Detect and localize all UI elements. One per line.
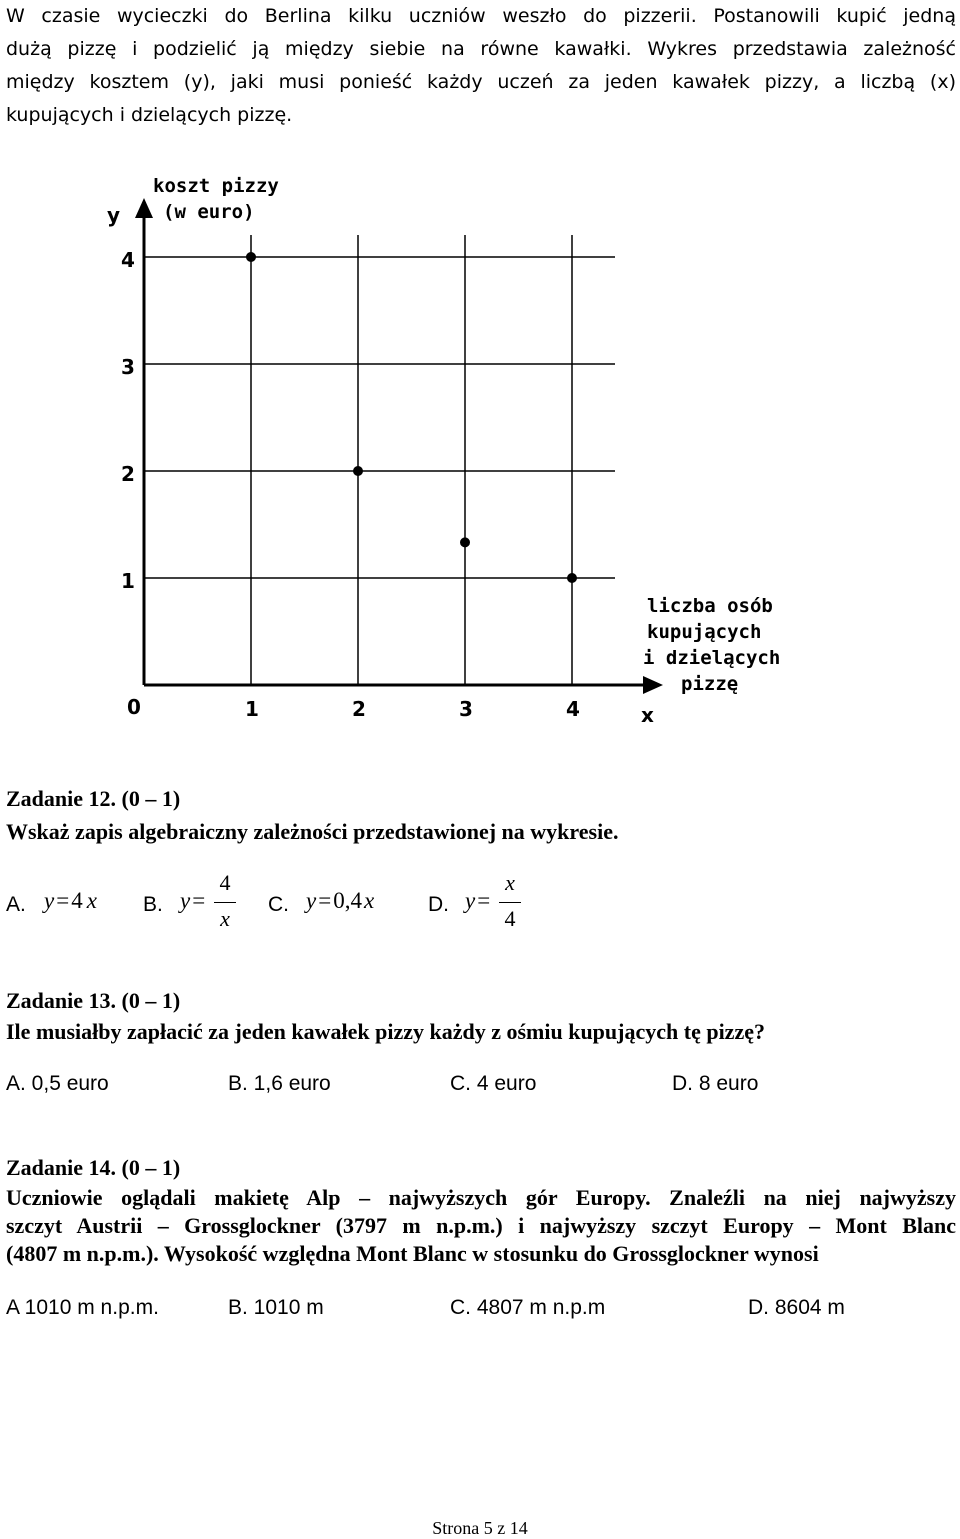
task12-option-d-label: D. (428, 893, 449, 916)
chart-points (246, 252, 577, 583)
intro-line-2: dużą pizzę i podzielić ją między siebie na równe kawałki. Wykres przedstawia zależność (6, 38, 956, 60)
task13-option-a[interactable]: A. 0,5 euro (6, 1072, 109, 1095)
task12-question: Wskaż zapis algebraiczny zależności przedstawionej na wykresie. (6, 819, 619, 844)
x-axis-label-line-4: pizzę (681, 673, 739, 695)
x-axis-label-line-2: kupujących (647, 621, 762, 643)
data-point (460, 537, 470, 547)
x-axis-label-line-3: i dzielących (643, 647, 781, 669)
intro-line-4: kupujących i dzielących pizzę. (6, 104, 293, 126)
intro-paragraph (6, 0, 956, 132)
task12-option-b-numerator: 4 (219, 870, 231, 895)
task12-option-b-lhs: y= (180, 888, 206, 913)
pizza-cost-chart (95, 170, 815, 730)
task14-question (6, 1184, 956, 1268)
task14-option-c[interactable]: C. 4807 m n.p.m (450, 1296, 606, 1319)
x-axis-label-line-1: liczba osób (647, 595, 773, 617)
task12-option-d-numerator: x (505, 870, 515, 895)
x-axis-arrow-icon (643, 676, 663, 694)
task13-option-c[interactable]: C. 4 euro (450, 1072, 537, 1095)
x-tick-label: 4 (566, 697, 580, 721)
y-tick-label: 4 (121, 248, 135, 272)
task14-question-line-1: Uczniowie oglądali makietę Alp – najwyższych gór Europy. Znaleźli na niej najwyższy (6, 1185, 956, 1210)
task13-option-b[interactable]: B. 1,6 euro (228, 1072, 331, 1095)
y-axis-label-line-2: (w euro) (163, 201, 255, 223)
task12-option-c-label: C. (268, 893, 289, 916)
task14-option-b[interactable]: B. 1010 m (228, 1296, 324, 1319)
y-axis-letter: y (107, 203, 121, 227)
task12-option-d-denominator: 4 (504, 906, 516, 931)
task12-title: Zadanie 12. (0 – 1) (6, 786, 181, 811)
data-point (567, 573, 577, 583)
task13-option-d[interactable]: D. 8 euro (672, 1072, 759, 1095)
chart-grid (144, 235, 615, 685)
y-axis-label-line-1: koszt pizzy (153, 175, 279, 197)
data-point (353, 466, 363, 476)
task14-question-line-2: szczyt Austrii – Grossglockner (3797 m n.p.m.) i najwyższy szczyt Europy – Mont Blanc (6, 1213, 956, 1238)
task14-question-line-3: (4807 m n.p.m.). Wysokość względna Mont Blanc w stosunku do Grossglockner wynosi (6, 1241, 819, 1266)
task12-option-a-formula: y=4 x (44, 888, 97, 913)
task12-option-d-fraction-bar (499, 902, 521, 903)
x-tick-label: 2 (352, 697, 366, 721)
x-tick-label: 3 (459, 697, 473, 721)
task12-option-b-label: B. (143, 893, 163, 916)
y-tick-label: 2 (121, 462, 135, 486)
intro-line-3: między kosztem (y), jaki musi ponieść każdy uczeń za jeden kawałek pizzy, a liczbą (x) (6, 71, 956, 93)
y-tick-label: 1 (121, 569, 135, 593)
x-axis-letter: x (641, 703, 654, 727)
task13-title: Zadanie 13. (0 – 1) (6, 988, 181, 1013)
data-point (246, 252, 256, 262)
task12-option-d-lhs: y= (465, 888, 491, 913)
intro-line-1: W czasie wycieczki do Berlina kilku uczniów weszło do pizzerii. Postanowili kupić jedną (6, 5, 956, 27)
chart-tick-labels (121, 248, 580, 721)
origin-label: 0 (127, 695, 141, 719)
task12-option-b-fraction-bar (214, 902, 236, 903)
y-axis-arrow-icon (135, 198, 153, 218)
task12-option-b-denominator: x (220, 906, 230, 931)
x-tick-label: 1 (245, 697, 259, 721)
task14-option-d[interactable]: D. 8604 m (748, 1296, 845, 1319)
task13-question: Ile musiałby zapłacić za jeden kawałek pizzy każdy z ośmiu kupujących tę pizzę? (6, 1019, 765, 1044)
task12-option-c-formula: y=0,4x (306, 888, 375, 913)
task14-title: Zadanie 14. (0 – 1) (6, 1155, 181, 1180)
task14-option-a[interactable]: A 1010 m n.p.m. (6, 1296, 159, 1319)
chart-axes (135, 198, 663, 694)
task12-option-a-label: A. (6, 893, 26, 916)
y-tick-label: 3 (121, 355, 135, 379)
page-footer: Strona 5 z 14 (432, 1518, 528, 1538)
